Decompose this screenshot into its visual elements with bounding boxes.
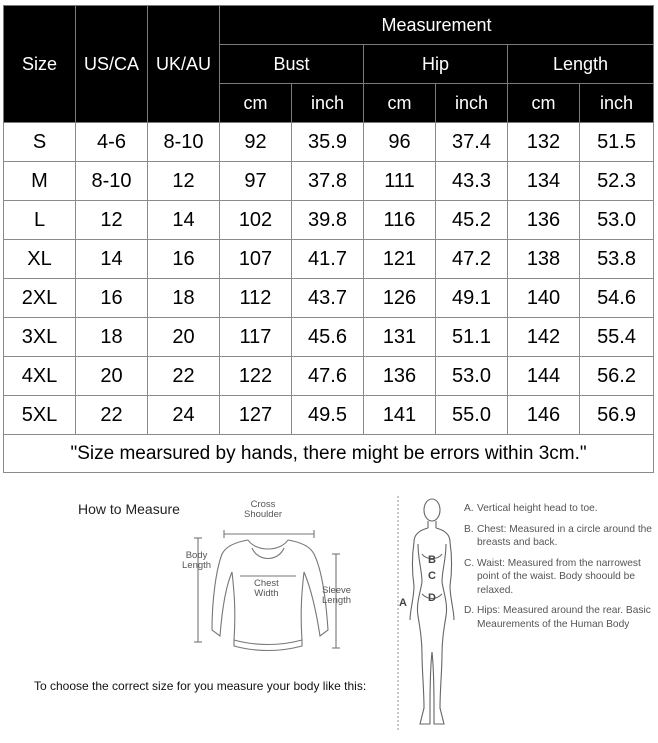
- header-bust: Bust: [220, 45, 364, 84]
- table-cell: 18: [148, 279, 220, 318]
- note-text: Hips: Measured around the rear. Basic Meaurements of the Human Body: [477, 605, 651, 630]
- header-unit: cm: [220, 84, 292, 123]
- measure-guide: [0, 480, 658, 743]
- table-cell: 16: [148, 240, 220, 279]
- table-cell: 37.8: [292, 162, 364, 201]
- table-cell: 107: [220, 240, 292, 279]
- table-cell: 102: [220, 201, 292, 240]
- measurement-note: "Size mearsured by hands, there might be errors within 3cm.": [4, 435, 654, 473]
- table-cell: 51.5: [580, 123, 654, 162]
- table-cell: 144: [508, 357, 580, 396]
- measure-notes: [464, 502, 656, 638]
- table-cell: 136: [508, 201, 580, 240]
- note-c: [464, 557, 656, 598]
- header-unit: cm: [364, 84, 436, 123]
- table-cell: 112: [220, 279, 292, 318]
- table-cell: 132: [508, 123, 580, 162]
- size-table-body: [4, 123, 654, 473]
- header-us-ca: US/CA: [76, 6, 148, 123]
- table-cell: 43.7: [292, 279, 364, 318]
- table-cell: 97: [220, 162, 292, 201]
- table-cell: 47.6: [292, 357, 364, 396]
- table-cell: 8-10: [76, 162, 148, 201]
- cross-shoulder-label-line: Shoulder: [244, 509, 283, 520]
- table-cell: 92: [220, 123, 292, 162]
- size-cell: S: [4, 123, 76, 162]
- table-cell: 35.9: [292, 123, 364, 162]
- table-row: [4, 162, 654, 201]
- header-unit: inch: [436, 84, 508, 123]
- table-cell: 53.0: [580, 201, 654, 240]
- table-cell: 53.8: [580, 240, 654, 279]
- sleeve-length-label-line: Length: [322, 595, 352, 606]
- note-b: [464, 523, 656, 550]
- table-cell: 96: [364, 123, 436, 162]
- table-cell: 12: [76, 201, 148, 240]
- table-cell: 45.2: [436, 201, 508, 240]
- table-cell: 111: [364, 162, 436, 201]
- body-length-label-line: Length: [182, 560, 212, 571]
- table-cell: 41.7: [292, 240, 364, 279]
- table-cell: 136: [364, 357, 436, 396]
- table-cell: 140: [508, 279, 580, 318]
- table-row: [4, 240, 654, 279]
- header-unit: inch: [292, 84, 364, 123]
- header-size: Size: [4, 6, 76, 123]
- marker-d: D: [428, 592, 436, 604]
- chest-width-label-line: Chest: [254, 578, 279, 589]
- table-cell: 16: [76, 279, 148, 318]
- header-unit: inch: [580, 84, 654, 123]
- note-a: [464, 502, 656, 516]
- header-length: Length: [508, 45, 654, 84]
- human-body-icon: [392, 494, 464, 740]
- marker-b: B: [428, 554, 436, 566]
- table-cell: 47.2: [436, 240, 508, 279]
- note-d: [464, 604, 656, 631]
- cross-shoulder-label: [244, 500, 282, 520]
- sleeve-length-label: [322, 586, 351, 606]
- size-cell: L: [4, 201, 76, 240]
- header-unit: cm: [508, 84, 580, 123]
- note-key: D.: [464, 605, 475, 616]
- table-cell: 141: [364, 396, 436, 435]
- table-cell: 14: [76, 240, 148, 279]
- body-length-label-line: Body: [185, 550, 208, 561]
- note-row: [4, 435, 654, 473]
- table-cell: 134: [508, 162, 580, 201]
- table-cell: 121: [364, 240, 436, 279]
- size-cell: 2XL: [4, 279, 76, 318]
- note-key: A.: [464, 503, 474, 514]
- table-cell: 20: [76, 357, 148, 396]
- note-text: Chest: Measured in a circle around the breasts and back.: [477, 523, 652, 548]
- marker-a: A: [399, 597, 407, 609]
- table-cell: 131: [364, 318, 436, 357]
- table-cell: 4-6: [76, 123, 148, 162]
- table-cell: 55.4: [580, 318, 654, 357]
- table-cell: 51.1: [436, 318, 508, 357]
- note-text: Vertical height head to toe.: [477, 503, 598, 514]
- header-hip: Hip: [364, 45, 508, 84]
- table-cell: 12: [148, 162, 220, 201]
- table-cell: 53.0: [436, 357, 508, 396]
- size-cell: 3XL: [4, 318, 76, 357]
- measure-instruction: To choose the correct size for you measure your body like this:: [34, 679, 367, 693]
- sleeve-length-label-line: Sleeve: [322, 585, 352, 596]
- table-row: [4, 357, 654, 396]
- size-cell: XL: [4, 240, 76, 279]
- table-cell: 18: [76, 318, 148, 357]
- table-cell: 22: [148, 357, 220, 396]
- header-uk-au: UK/AU: [148, 6, 220, 123]
- table-cell: 138: [508, 240, 580, 279]
- table-cell: 117: [220, 318, 292, 357]
- table-cell: 14: [148, 201, 220, 240]
- table-cell: 39.8: [292, 201, 364, 240]
- table-cell: 142: [508, 318, 580, 357]
- how-to-measure-title: How to Measure: [78, 501, 180, 517]
- table-cell: 116: [364, 201, 436, 240]
- chest-width-label: [254, 579, 279, 599]
- chest-width-label-line: Width: [254, 588, 279, 599]
- table-cell: 56.2: [580, 357, 654, 396]
- table-row: [4, 279, 654, 318]
- table-cell: 126: [364, 279, 436, 318]
- cross-shoulder-label-line: Cross: [250, 499, 276, 510]
- header-measurement: Measurement: [220, 6, 654, 45]
- note-key: B.: [464, 523, 474, 535]
- table-cell: 45.6: [292, 318, 364, 357]
- table-cell: 37.4: [436, 123, 508, 162]
- table-cell: 49.5: [292, 396, 364, 435]
- table-cell: 52.3: [580, 162, 654, 201]
- table-cell: 122: [220, 357, 292, 396]
- note-key: C.: [464, 557, 475, 569]
- table-row: [4, 123, 654, 162]
- table-cell: 127: [220, 396, 292, 435]
- table-cell: 56.9: [580, 396, 654, 435]
- size-cell: M: [4, 162, 76, 201]
- size-cell: 5XL: [4, 396, 76, 435]
- table-cell: 43.3: [436, 162, 508, 201]
- marker-c: C: [428, 570, 436, 582]
- table-cell: 54.6: [580, 279, 654, 318]
- body-length-label: [182, 551, 211, 571]
- table-cell: 49.1: [436, 279, 508, 318]
- table-cell: 24: [148, 396, 220, 435]
- table-cell: 146: [508, 396, 580, 435]
- table-row: [4, 201, 654, 240]
- table-cell: 8-10: [148, 123, 220, 162]
- table-cell: 55.0: [436, 396, 508, 435]
- table-row: [4, 396, 654, 435]
- table-cell: 20: [148, 318, 220, 357]
- size-chart-table: [3, 5, 654, 473]
- size-cell: 4XL: [4, 357, 76, 396]
- note-text: Waist: Measured from the narrowest point of the waist. Body shoould be relaxed.: [477, 557, 641, 596]
- table-row: [4, 318, 654, 357]
- table-cell: 22: [76, 396, 148, 435]
